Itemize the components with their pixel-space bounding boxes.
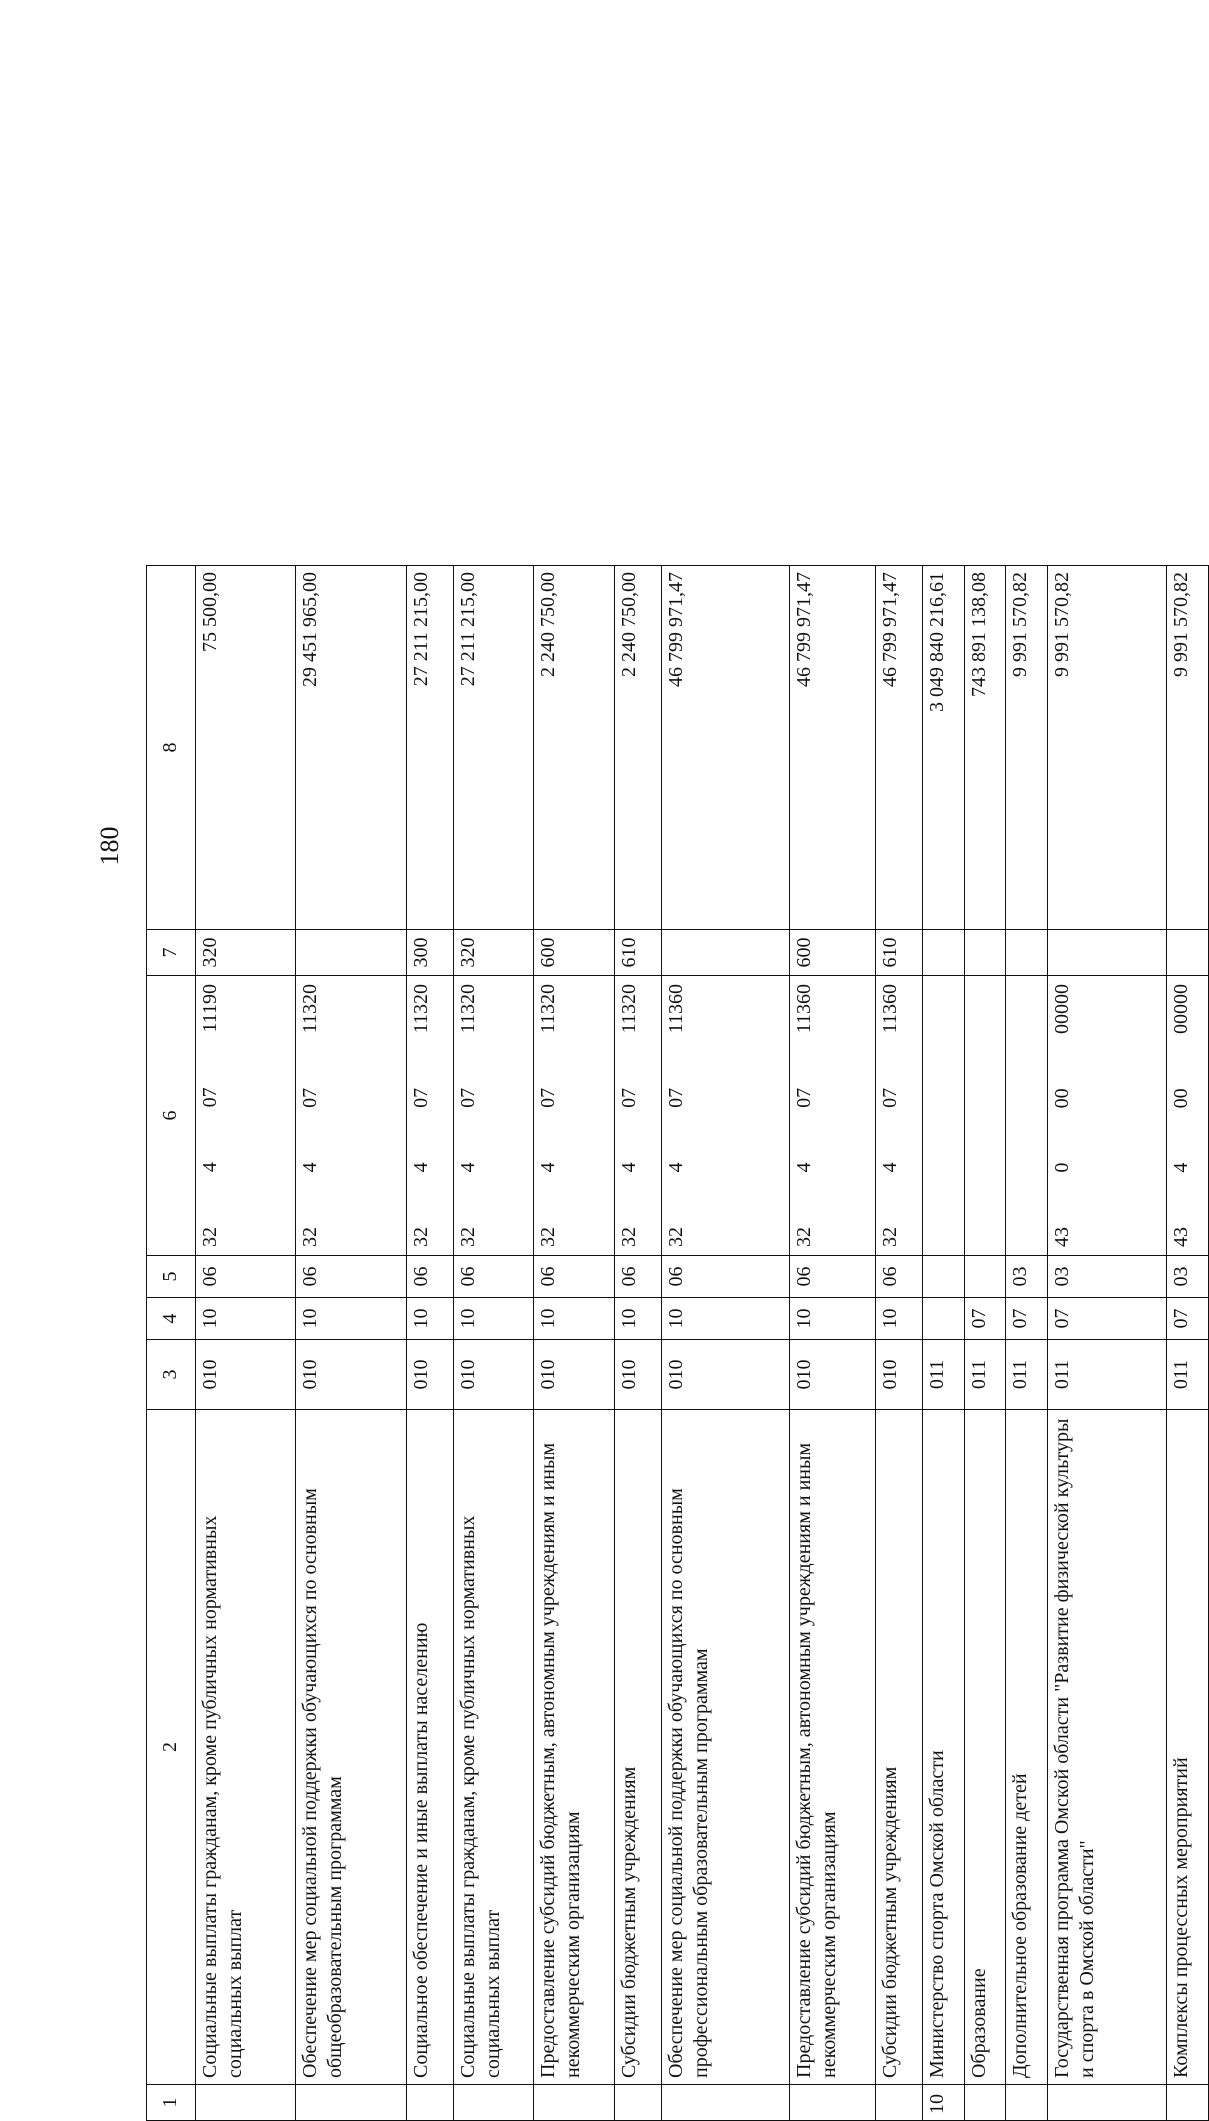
cell-col-7 <box>964 930 1006 976</box>
code-part: 32 <box>456 1227 479 1247</box>
cell-col-8: 75 500,00 <box>195 566 295 930</box>
rotated-table-frame <box>146 566 1209 2121</box>
cell-col-1: 10 <box>922 2085 964 2121</box>
cell-col-5: 06 <box>195 1256 295 1298</box>
cell-col-2: Социальное обеспечение и иные выплаты населению <box>406 1410 453 2085</box>
code-part: 11360 <box>664 984 687 1034</box>
cell-col-4: 07 <box>1047 1298 1166 1340</box>
code-part: 07 <box>298 1087 321 1108</box>
cell-col-6 <box>1167 976 1209 1256</box>
header-cell: 7 <box>147 930 196 976</box>
cell-col-8: 743 891 138,08 <box>964 566 1006 930</box>
cell-col-8: 27 211 215,00 <box>453 566 534 930</box>
cell-col-1 <box>964 2085 1006 2121</box>
cell-col-6 <box>875 976 922 1256</box>
table-row <box>195 566 295 2121</box>
cell-col-6 <box>1047 976 1166 1256</box>
cell-col-2: Субсидии бюджетным учреждениям <box>614 1410 661 2085</box>
cell-col-7 <box>661 930 789 976</box>
cell-col-1 <box>661 2085 789 2121</box>
cell-col-3: 010 <box>789 1340 875 1410</box>
cell-col-2: Социальные выплаты гражданам, кроме публичных нормативных социальных выплат <box>453 1410 534 2085</box>
code-part: 07 <box>617 1087 640 1108</box>
cell-col-2: Субсидии бюджетным учреждениям <box>875 1410 922 2085</box>
cell-col-3: 010 <box>534 1340 615 1410</box>
cell-col-1 <box>195 2085 295 2121</box>
cell-col-1 <box>614 2085 661 2121</box>
cell-col-4: 10 <box>875 1298 922 1340</box>
table-row <box>453 566 534 2121</box>
cell-col-3: 010 <box>195 1340 295 1410</box>
code-part: 4 <box>298 1162 321 1173</box>
cell-col-7: 600 <box>789 930 875 976</box>
cell-col-4: 07 <box>964 1298 1006 1340</box>
cell-col-2: Социальные выплаты гражданам, кроме публичных нормативных социальных выплат <box>195 1410 295 2085</box>
header-cell: 5 <box>147 1256 196 1298</box>
cell-col-7: 320 <box>453 930 534 976</box>
cell-col-6 <box>964 976 1006 1256</box>
cell-col-8: 9 991 570,82 <box>1006 566 1048 930</box>
cell-col-5: 06 <box>614 1256 661 1298</box>
table-row <box>1006 566 1048 2121</box>
code-part: 11360 <box>878 984 901 1034</box>
cell-col-1 <box>534 2085 615 2121</box>
cell-col-2: Комплексы процессных мероприятий <box>1167 1410 1209 2085</box>
cell-col-7: 600 <box>534 930 615 976</box>
code-part: 11320 <box>456 984 479 1034</box>
cell-col-6 <box>534 976 615 1256</box>
code-part: 00 <box>1050 1088 1073 1109</box>
table-row <box>922 566 964 2121</box>
cell-col-7: 610 <box>875 930 922 976</box>
cell-col-6 <box>295 976 406 1256</box>
cell-col-1 <box>1167 2085 1209 2121</box>
cell-col-1 <box>1047 2085 1166 2121</box>
cell-col-5: 06 <box>661 1256 789 1298</box>
budget-table <box>146 565 1209 2121</box>
cell-col-3: 011 <box>1167 1340 1209 1410</box>
cell-col-1 <box>295 2085 406 2121</box>
cell-col-1 <box>875 2085 922 2121</box>
cell-col-2: Обеспечение мер социальной поддержки обучающихся по основным профессиональным образовательным программам <box>661 1410 789 2085</box>
header-cell: 8 <box>147 566 196 930</box>
code-part: 32 <box>298 1227 321 1247</box>
target-article-code <box>409 982 434 1249</box>
code-part: 11320 <box>617 984 640 1034</box>
cell-col-1 <box>789 2085 875 2121</box>
table-row <box>1047 566 1166 2121</box>
table-header-row <box>147 566 196 2121</box>
table-row <box>295 566 406 2121</box>
cell-col-2: Образование <box>964 1410 1006 2085</box>
cell-col-8: 46 799 971,47 <box>661 566 789 930</box>
code-part: 4 <box>409 1162 432 1173</box>
cell-col-6 <box>406 976 453 1256</box>
target-article-code <box>878 982 903 1249</box>
cell-col-8: 2 240 750,00 <box>614 566 661 930</box>
code-part: 43 <box>1170 1227 1193 1247</box>
table-row <box>789 566 875 2121</box>
cell-col-6 <box>661 976 789 1256</box>
cell-col-6 <box>195 976 295 1256</box>
cell-col-4: 10 <box>453 1298 534 1340</box>
cell-col-2: Обеспечение мер социальной поддержки обучающихся по основным общеобразовательным программам <box>295 1410 406 2085</box>
code-part: 32 <box>664 1227 687 1247</box>
code-part: 0 <box>1050 1162 1073 1173</box>
code-part: 32 <box>198 1227 221 1247</box>
cell-col-1 <box>453 2085 534 2121</box>
cell-col-3: 010 <box>875 1340 922 1410</box>
cell-col-8: 3 049 840 216,61 <box>922 566 964 930</box>
cell-col-8: 2 240 750,00 <box>534 566 615 930</box>
cell-col-7: 300 <box>406 930 453 976</box>
cell-col-6 <box>453 976 534 1256</box>
table-row <box>406 566 453 2121</box>
cell-col-7: 320 <box>195 930 295 976</box>
cell-col-1 <box>406 2085 453 2121</box>
cell-col-7: 610 <box>614 930 661 976</box>
cell-col-4: 10 <box>534 1298 615 1340</box>
code-part: 11320 <box>298 984 321 1034</box>
header-cell: 3 <box>147 1340 196 1410</box>
cell-col-5: 06 <box>295 1256 406 1298</box>
target-article-code <box>198 982 223 1249</box>
cell-col-8: 46 799 971,47 <box>789 566 875 930</box>
cell-col-3: 011 <box>1006 1340 1048 1410</box>
cell-col-8: 29 451 965,00 <box>295 566 406 930</box>
code-part: 07 <box>409 1087 432 1108</box>
cell-col-5: 06 <box>406 1256 453 1298</box>
code-part: 4 <box>456 1162 479 1173</box>
header-cell: 1 <box>147 2085 196 2121</box>
code-part: 07 <box>664 1087 687 1108</box>
target-article-code <box>664 982 689 1249</box>
cell-col-6 <box>922 976 964 1256</box>
cell-col-1 <box>1006 2085 1048 2121</box>
cell-col-7 <box>295 930 406 976</box>
cell-col-2: Предоставление субсидий бюджетным, автономным учреждениям и иным некоммерческим организациям <box>534 1410 615 2085</box>
cell-col-8: 46 799 971,47 <box>875 566 922 930</box>
cell-col-2: Государственная программа Омской области "Развитие физической культуры и спорта в Омской области" <box>1047 1410 1166 2085</box>
cell-col-8: 27 211 215,00 <box>406 566 453 930</box>
cell-col-2: Предоставление субсидий бюджетным, автономным учреждениям и иным некоммерческим организациям <box>789 1410 875 2085</box>
cell-col-5: 06 <box>534 1256 615 1298</box>
target-article-code <box>617 982 642 1249</box>
cell-col-4: 10 <box>195 1298 295 1340</box>
target-article-code <box>536 982 561 1249</box>
cell-col-3: 010 <box>295 1340 406 1410</box>
code-part: 32 <box>878 1227 901 1247</box>
code-part: 11320 <box>409 984 432 1034</box>
code-part: 11320 <box>537 984 560 1034</box>
cell-col-5: 06 <box>875 1256 922 1298</box>
target-article-code <box>1050 982 1075 1249</box>
cell-col-4 <box>922 1298 964 1340</box>
code-part: 11190 <box>198 984 221 1033</box>
cell-col-5: 03 <box>1047 1256 1166 1298</box>
code-part: 32 <box>792 1227 815 1247</box>
cell-col-7 <box>1006 930 1048 976</box>
cell-col-3: 010 <box>406 1340 453 1410</box>
header-cell: 6 <box>147 976 196 1256</box>
target-article-code <box>298 982 323 1249</box>
code-part: 4 <box>537 1162 560 1173</box>
code-part: 32 <box>617 1227 640 1247</box>
target-article-code <box>792 982 817 1249</box>
cell-col-4: 07 <box>1006 1298 1048 1340</box>
cell-col-3: 010 <box>614 1340 661 1410</box>
cell-col-6 <box>614 976 661 1256</box>
code-part: 43 <box>1050 1227 1073 1247</box>
cell-col-4: 10 <box>789 1298 875 1340</box>
cell-col-4: 10 <box>661 1298 789 1340</box>
page-number: 180 <box>95 826 124 866</box>
code-part: 32 <box>537 1227 560 1247</box>
code-part: 11360 <box>792 984 815 1034</box>
cell-col-7 <box>1047 930 1166 976</box>
cell-col-3: 011 <box>964 1340 1006 1410</box>
cell-col-5 <box>922 1256 964 1298</box>
cell-col-8: 9 991 570,82 <box>1167 566 1209 930</box>
code-part: 00000 <box>1170 984 1193 1035</box>
cell-col-4: 07 <box>1167 1298 1209 1340</box>
cell-col-5: 06 <box>789 1256 875 1298</box>
code-part: 07 <box>792 1087 815 1108</box>
cell-col-6 <box>1006 976 1048 1256</box>
code-part: 4 <box>792 1162 815 1173</box>
table-row <box>661 566 789 2121</box>
code-part: 4 <box>878 1162 901 1173</box>
cell-col-7 <box>1167 930 1209 976</box>
code-part: 07 <box>878 1087 901 1108</box>
code-part: 07 <box>456 1087 479 1108</box>
code-part: 4 <box>1170 1162 1193 1173</box>
cell-col-3: 011 <box>922 1340 964 1410</box>
table-row <box>964 566 1006 2121</box>
code-part: 4 <box>198 1162 221 1173</box>
table-row <box>1167 566 1209 2121</box>
code-part: 00 <box>1170 1088 1193 1109</box>
cell-col-8: 9 991 570,82 <box>1047 566 1166 930</box>
cell-col-3: 011 <box>1047 1340 1166 1410</box>
cell-col-3: 010 <box>453 1340 534 1410</box>
target-article-code <box>1169 982 1194 1249</box>
cell-col-4: 10 <box>406 1298 453 1340</box>
code-part: 07 <box>537 1087 560 1108</box>
cell-col-2: Дополнительное образование детей <box>1006 1410 1048 2085</box>
cell-col-7 <box>922 930 964 976</box>
cell-col-5 <box>964 1256 1006 1298</box>
cell-col-5: 03 <box>1167 1256 1209 1298</box>
table-row <box>534 566 615 2121</box>
header-cell: 4 <box>147 1298 196 1340</box>
header-cell: 2 <box>147 1410 196 2085</box>
cell-col-4: 10 <box>614 1298 661 1340</box>
code-part: 32 <box>409 1227 432 1247</box>
code-part: 4 <box>617 1162 640 1173</box>
table-row <box>875 566 922 2121</box>
table-body <box>147 566 1209 2121</box>
cell-col-4: 10 <box>295 1298 406 1340</box>
cell-col-3: 010 <box>661 1340 789 1410</box>
code-part: 07 <box>198 1087 221 1108</box>
code-part: 00000 <box>1050 984 1073 1035</box>
cell-col-6 <box>789 976 875 1256</box>
code-part: 4 <box>664 1162 687 1173</box>
target-article-code <box>456 982 481 1249</box>
cell-col-2: Министерство спорта Омской области <box>922 1410 964 2085</box>
cell-col-5: 06 <box>453 1256 534 1298</box>
table-row <box>614 566 661 2121</box>
cell-col-5: 03 <box>1006 1256 1048 1298</box>
